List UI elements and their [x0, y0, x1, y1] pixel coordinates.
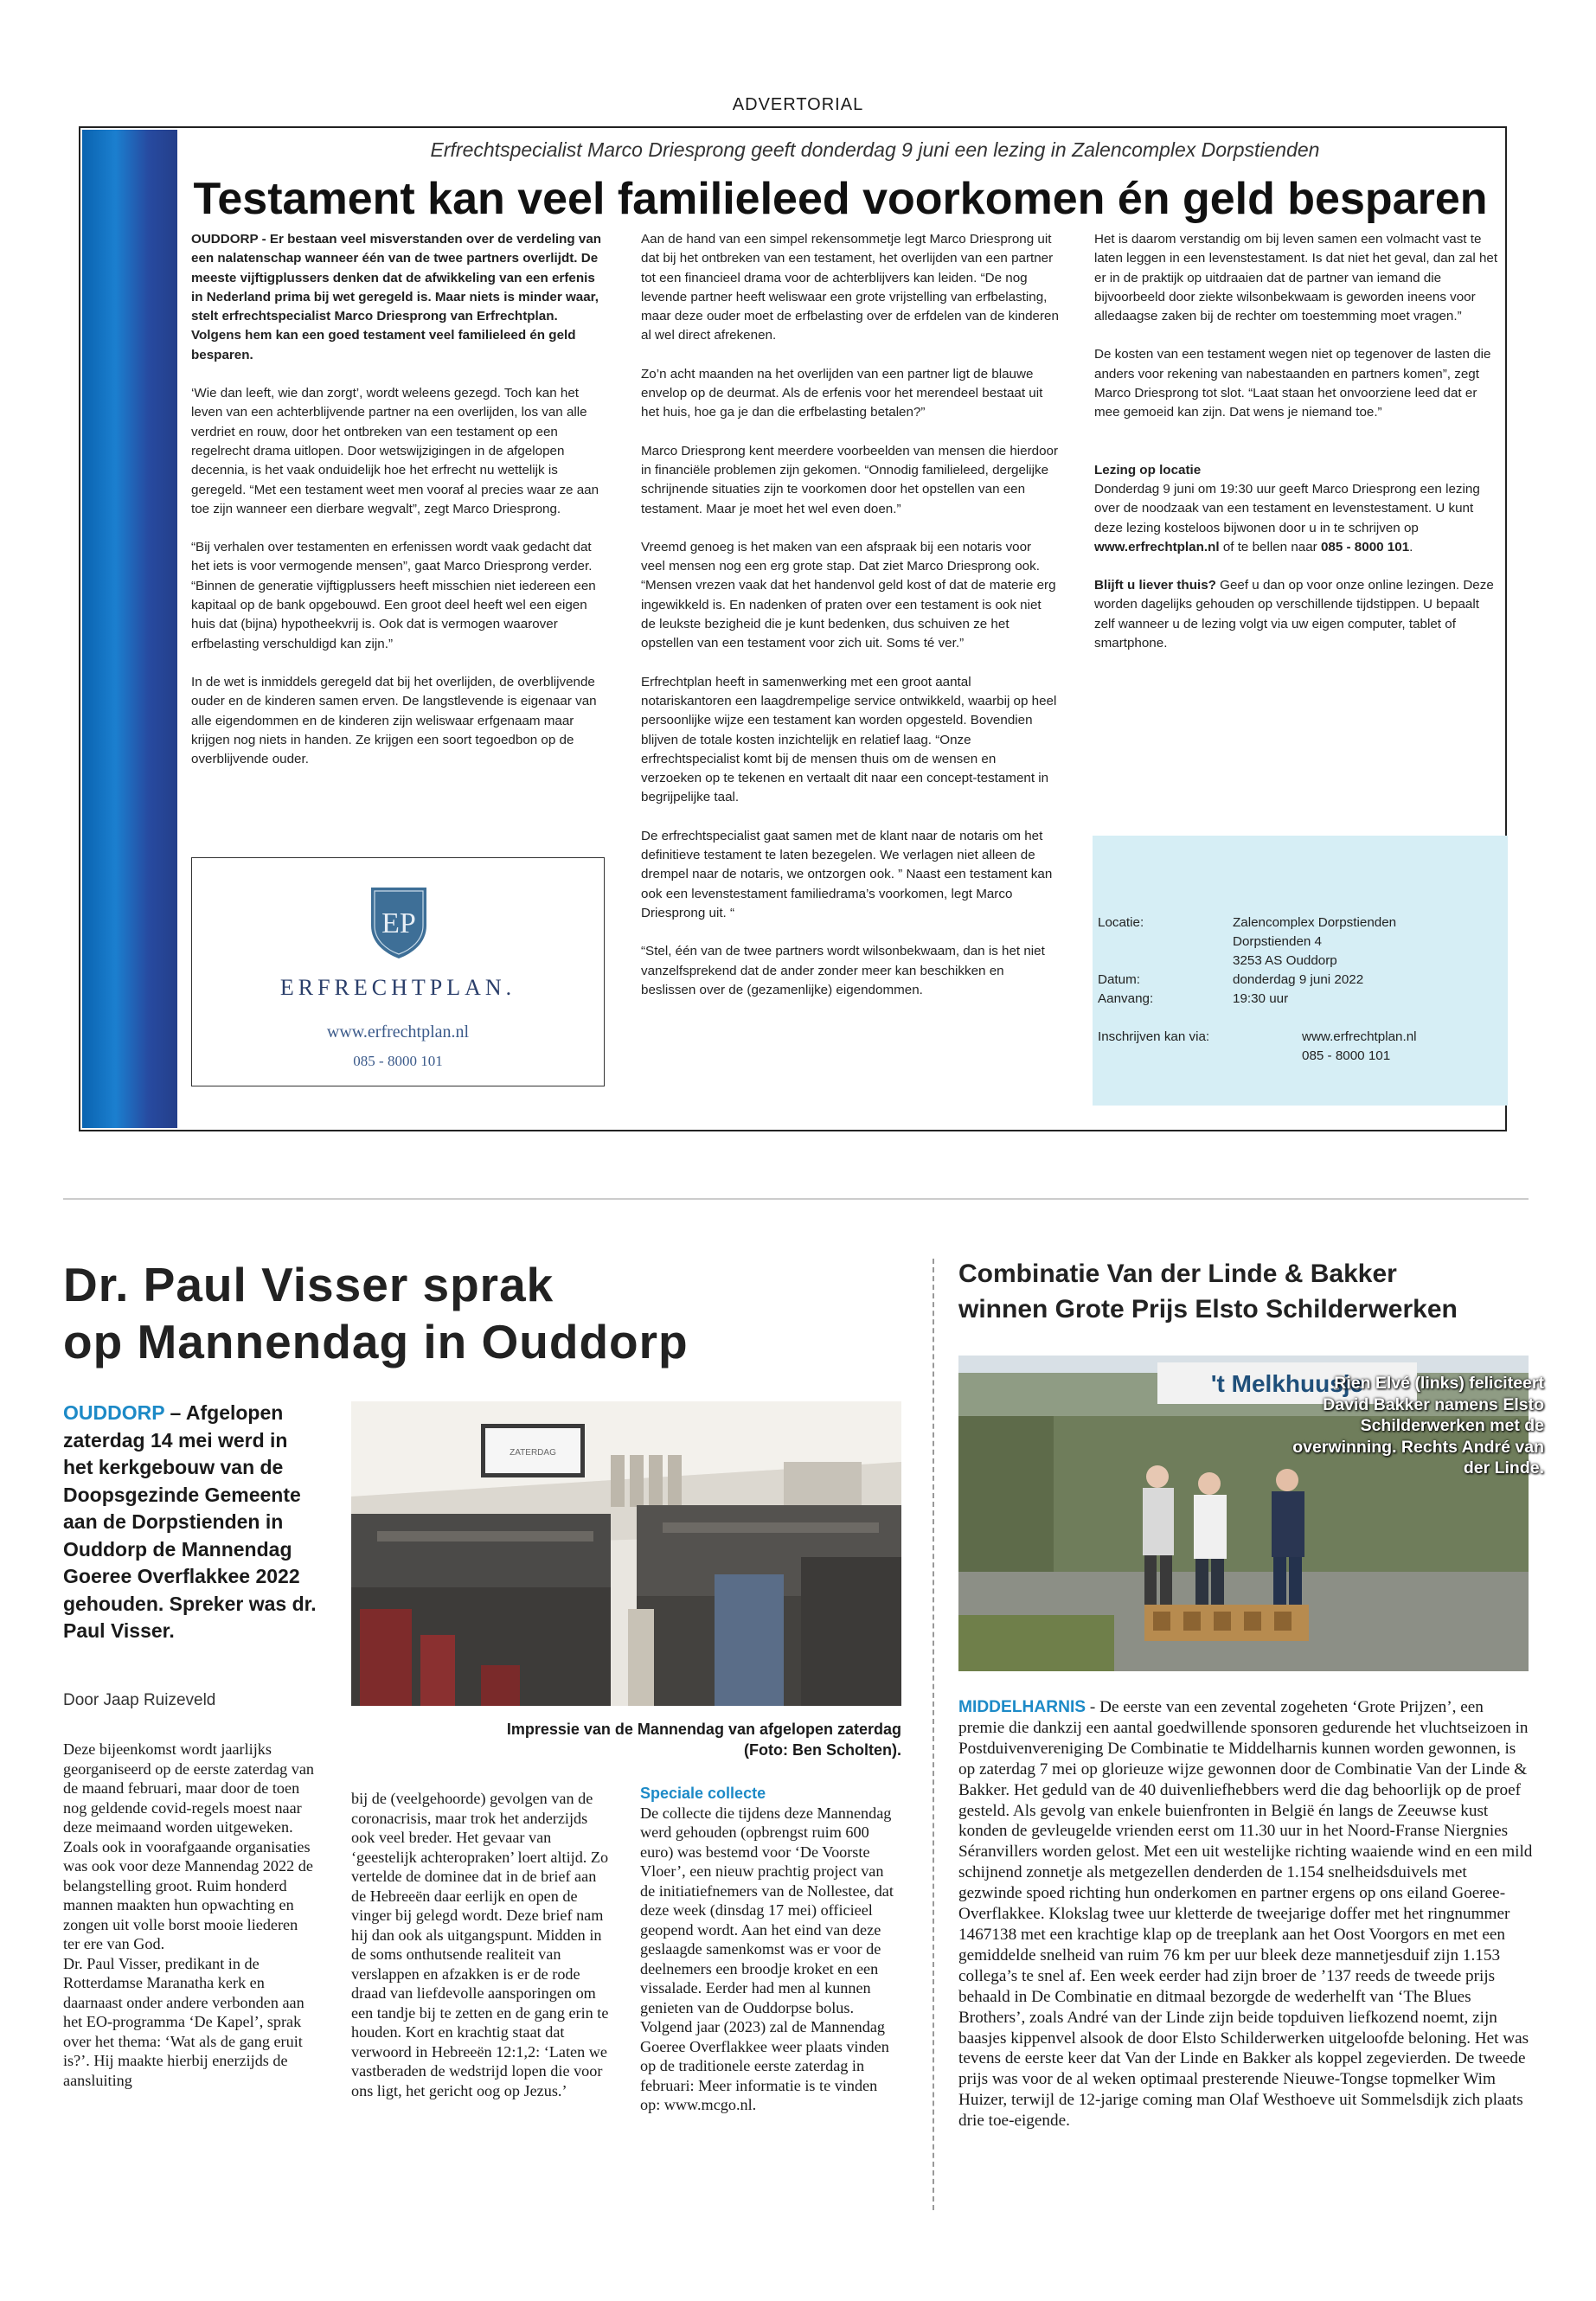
advertorial-title: Testament kan veel familieleed voorkomen én geld besparen [193, 174, 1488, 224]
byline: Door Jaap Ruizeveld [63, 1691, 216, 1709]
paragraph: De erfrechtspecialist gaat samen met de klant naar de notaris om het definitieve testament te laten bezegelen. We verlagen niet alleen de drempel naar de notaris, we ontzorgen ook. ” Naast een testament kan ook een levenstestament familiedrama’s voorkomen, legt Marco Driesprong uit. “ [641, 828, 1053, 920]
sign-text: 't Melkhuusje [1210, 1370, 1364, 1397]
thuis-heading: Blijft u liever thuis? [1094, 578, 1216, 593]
advertorial-column-3 [1094, 230, 1501, 672]
info-label: Datum: [1098, 972, 1140, 987]
headline-line: Combinatie Van der Linde & Bakker [958, 1259, 1397, 1288]
subheading: Speciale collecte [640, 1785, 766, 1802]
headline-line: op Mannendag in Ouddorp [63, 1315, 689, 1368]
info-label: Inschrijven kan via: [1098, 1029, 1210, 1044]
paragraph: ‘Wie dan leeft, wie dan zorgt’, wordt weleens gezegd. Toch kan het leven van een achterblijvende partner na een overlijden, los van alle verdriet en rouw, door het ontbreken van een testament op een regelrecht drama uitlopen. Door wetswijzigingen in de afgelopen decennia, is het vaak onduidelijk hoe het erfrecht nu wettelijk is geregeld. “Met een testament weet men vooraf al precies waar ze aan toe zijn wanneer een dierbare wegvalt”, zegt Marco Driesprong. [191, 386, 599, 516]
logo-phone: 085 - 8000 101 [353, 1053, 443, 1069]
logo-name: ERFRECHTPLAN. [279, 975, 516, 1000]
advertorial-blue-bar [82, 130, 177, 1128]
info-value: 19:30 uur [1233, 991, 1289, 1006]
body-text: - De eerste van een zevental zogeheten ‘Grote Prijzen’, een premie die dankzij een aantal goedwillende sponsoren gedurende het vluchtseizoen in Postduivenvereniging De Combinatie te Middelharnis kunnen worden gewonnen, is op zaterdag 7 mei op glorieuze wijze gewonnen door de Combinatie Van der Linde & Bakker. Het geduld van de 40 duivenliefhebbers werd die dag behoorlijk op de proef gesteld. Als gevolg van enkele buienfronten in België én langs de Zeeuwse kust konden de gevleugelde vrienden eerst om 11.30 uur in het Noord-Franse Niergnies Séranvillers worden gelost. Met een uit westelijke richting waaiende wind en een mild schijnend zonnetje als metgezellen denderden de 1.154 snelheidsduivels met gezwinde spoed richting hun onderkomen en partner ergens op ons eiland Goeree-Overflakkee. Klokslag twee uur kletterde de tweejarige doffer met het ringnummer 1467138 met een krachtige klap op de treeplank aan het Oost Voorgors en met een gemiddelde snelheid van ruim 76 km per uur bleek deze mannetjesduif zijn 1.153 collega’s te snel af. Een week eerder had zijn broer de ’137 reeds de tweede prijs behaald in De Combinatie en ditmaal bezorgde de wederhelft van ‘The Blues Brothers’, zoals André van der Linde zijn beide topduiven liefkozend noemt, zijn baasjes kippenvel alsook de door Elsto Schilderwerken uitgeloofde beloning. Het was tevens de eerste keer dat Van der Linde en Bakker als koppel zegevierden. De tweede prijs was voor de al weken optimaal presterende Nieuwe-Tongse topmelker Wim Huizer, terwijl de 12-jarige coming man Olaf Westhoeve uit Sommelsdijk zich plaats drie toe-eigende. [958, 1698, 1533, 2131]
lezing-text: Donderdag 9 juni om 19:30 uur geeft Marco Driesprong een lezing over de noodzaak van een testament en levenstestament. U kunt deze lezing kosteloos bijwonen door u in te schrijven op [1094, 481, 1480, 535]
info-value: donderdag 9 juni 2022 [1233, 972, 1364, 987]
church-photo [351, 1401, 901, 1706]
lead-text: – Afgelopen zaterdag 14 mei werd in het kerkgebouw van de Doopsgezinde Gemeente aan de Dorpstienden in Ouddorp de Mannendag Goeree Overflakkee 2022 gehouden. Spreker was dr. Paul Visser. [63, 1401, 317, 1642]
article1-column-2: bij de (veelgehoorde) gevolgen van de coronacrisis, maar trok het anderzijds ook veel breder. Het gevaar van ‘geestelijk achteropraken’ loert altijd. Zo vertelde de dominee dat in de brief aan de Hebreeën daar eerlijk en open de vinger bij gelegd wordt. Deze brief nam hij dan ook als uitgangspunt. Midden in de soms onthutsende realiteit van verslappen en afzakken is er de rode draad van liefdevolle aansporingen om een tandje bij te zetten en de gang erin te houden. Kort en krachtig staat dat verwoord in Hebreeën 12:1,2: ‘Laten we vastberaden de wedstrijd lopen die voor ons ligt, het gericht oog op Jezus.’ [351, 1790, 609, 2099]
advertorial-column-1 [191, 230, 606, 788]
article1-headline [63, 1256, 868, 1370]
paragraph: De collecte die tijdens deze Mannendag werd gehouden (opbrengst ruim 600 euro) was bestemd voor ‘De Voorste Vloer’, een nieuw prachtig project van de initiatiefnemers van de Nollestee, dat deze week (dinsdag 17 mei) officieel geopend wordt. Aan het eind van deze geslaagde samenkomst was er voor de deelnemers een broodje kroket en een vissalade. Eerder had men al kunnen genieten van de Ouddorpse bolus. Volgend jaar (2023) zal de Mannendag Goeree Overflakkee weer plaats vinden op de traditionele eerste zaterdag in februari: Meer informatie is te vinden op: www.mcgo.nl. [640, 1804, 894, 2113]
thuis-paragraph [1094, 576, 1501, 653]
info-value: 3253 AS Ouddorp [1233, 953, 1337, 968]
paragraph: Deze bijeenkomst wordt jaarlijks georganiseerd op de eerste zaterdag van de maand februari, maar door de toen nog geldende covid-regels moest naar deze meimaand worden uitgeweken. Zoals ook in voorafgaande organisaties was ook voor deze Mannendag 2022 de belangstelling groot. Ruim honderd mannen maakten hun opwachting en zongen uit volle borst mooie liederen ter ere van God. [63, 1740, 315, 1952]
lezing-text: . [1409, 539, 1413, 554]
paragraph: De kosten van een testament wegen niet op tegenover de lasten die anders voor rekening van nabestaanden en partners komen”, zegt Marco Driesprong tot slot. “Laat staan het onvoorziene leed dat er mee gemoeid kan zijn. Dat wens je niemand toe.” [1094, 347, 1491, 420]
headline-line: winnen Grote Prijs Elsto Schilderwerken [958, 1295, 1458, 1324]
caption-line: Impressie van de Mannendag van afgelopen zaterdag [506, 1721, 901, 1738]
logo-url-link[interactable]: www.erfrechtplan.nl [326, 1022, 470, 1042]
paragraph: Zo’n acht maanden na het overlijden van een partner ligt de blauwe envelop op de deurmat. Als de erfenis voor het merendeel bestaat uit het huis, hoe ga je dan die erfbelasting betalen?” [641, 366, 1043, 420]
advertorial-subheading: Erfrechtspecialist Marco Driesprong geeft donderdag 9 juni een lezing in Zalencomplex Dorpstienden [430, 138, 1320, 161]
section-divider [63, 1198, 1529, 1200]
advertorial-box [79, 126, 1507, 1131]
award-photo-caption: Rien Elvé (links) feliciteert David Bakker namens Elsto Schilderwerken met de overwinning. Rechts André van der Linde. [1292, 1374, 1544, 1477]
paragraph: Marco Driesprong kent meerdere voorbeelden van mensen die hierdoor in financiële problemen zijn gekomen. “Onnodig familieleed, dergelijke schrijnende situaties zijn te voorkomen door het opstellen van een testament. Maar je moet het wel even doen.” [641, 443, 1059, 516]
info-label: Aanvang: [1098, 991, 1154, 1006]
event-info-box [1093, 836, 1508, 1106]
paragraph: In de wet is inmiddels geregeld dat bij het overlijden, de overblijvende ouder en de kinderen samen erven. De langstlevende is eigenaar van alle eigendommen en de kinderen zijn weliswaar erfgenaam maar krijgen nog niets in handen. Ze krijgen een soort tegoedbon op de overblijvende ouder. [191, 674, 597, 767]
info-value: Dorpstienden 4 [1233, 934, 1323, 949]
info-url-link[interactable]: www.erfrechtplan.nl [1302, 1029, 1417, 1044]
lezing-phone: 085 - 8000 101 [1320, 539, 1410, 554]
info-phone: 085 - 8000 101 [1302, 1048, 1391, 1063]
paragraph: Vreemd genoeg is het maken van een afspraak bij een notaris voor veel mensen nog een erg grote stap. Dat ziet Marco Driesprong ook. “Mensen vrezen vaak dat het handenvol geld kost of dat de materie erg ingewikkeld is. En nadenken of praten over een testament is ook niet de leukste bezigheid die je kunt bedenken, dus schuiven ze het opstellen van een testament voor zich uit. Soms té ver.” [641, 539, 1056, 651]
lezing-heading: Lezing op locatie [1094, 462, 1202, 478]
article2-headline [958, 1256, 1538, 1327]
lezing-paragraph [1094, 480, 1501, 557]
screen-text: ZATERDAG [510, 1448, 556, 1458]
photo-caption [351, 1719, 901, 1760]
dateline: OUDDORP [63, 1401, 165, 1424]
headline-line: Dr. Paul Visser sprak [63, 1258, 554, 1311]
paragraph: Aan de hand van een simpel rekensommetje legt Marco Driesprong uit dat bij het ontbreken van een testament, het overlijden van een partner tot een financieel drama voor de achterblijvers kan leiden. “De nog levende partner heeft weliswaar een grote vrijstelling van erfbelasting, maar deze ouder moet de erfbelasting over de erfdelen van de kinderen al wel direct afrekenen. [641, 232, 1059, 343]
advertorial-label: ADVERTORIAL [732, 95, 864, 114]
info-value: Zalencomplex Dorpstienden [1233, 915, 1397, 930]
lezing-url-link[interactable]: www.erfrechtplan.nl [1094, 539, 1220, 554]
caption-line: (Foto: Ben Scholten). [744, 1741, 901, 1759]
erfrechtplan-logo-box [191, 857, 605, 1086]
logo-monogram: EP [381, 907, 416, 939]
paragraph: “Bij verhalen over testamenten en erfenissen wordt vaak gedacht dat het iets is voor vermogende mensen”, gaat Marco Driesprong verder. “Binnen de generatie vijftigplussers heeft misschien niet iedereen een kapitaal op de bank opgebouwd. Een groot deel heeft wel een eigen huis dat (bijna) hypotheekvrij is. Ook dat is vermogen waarover erfbelasting verschuldigd kan zijn.” [191, 540, 596, 651]
advertorial-column-2 [641, 230, 1059, 1019]
article1-column-3 [640, 1784, 900, 2115]
paragraph: Dr. Paul Visser, predikant in de Rotterdamse Maranatha kerk en daarnaast onder andere verbonden aan het EO-programma ‘De Kapel’, sprak over het thema: ‘Wat als de gang eruit is?’. Hij maakte hierbij enerzijds de aansluiting [63, 1954, 304, 2089]
column-divider [933, 1259, 934, 2210]
paragraph: “Stel, één van de twee partners wordt wilsonbekwaam, dan is het niet vanzelfsprekend dat de ander zonder meer kan beschikken en beslissen over de (gezamenlijke) eigendommen. [641, 944, 1045, 997]
paragraph: Het is daarom verstandig om bij leven samen een volmacht vast te laten leggen in een levenstestament. Is dat niet het geval, dan zal het er in de praktijk op uitdraaien dat de partner van iemand die bijvoorbeeld door ziekte wilsonbekwaam is geworden ineens voor alledaagse zaken bij de rechter om toestemming moet vragen.” [1094, 232, 1498, 324]
article1-column-1 [63, 1740, 314, 2090]
article2-body [958, 1697, 1533, 2131]
thuis-text: Geef u dan op voor onze online lezingen. Deze worden dagelijks gehouden op verschillende tijdstippen. U bepaalt zelf wanneer u de lezing volgt via uw eigen computer, tablet of smartphone. [1094, 578, 1494, 651]
paragraph: Erfrechtplan heeft in samenwerking met een groot aantal notariskantoren een laagdrempelige service ontwikkeld, waarbij op heel persoonlijke wijze een testament kan worden opgesteld. Bovendien blijven de totale kosten inzichtelijk en relatief laag. “Onze erfrechtspecialist komt bij de mensen thuis om de wensen en verzoeken op te tekenen en vertaalt dit naar een concept-testament in begrijpelijke taal. [641, 674, 1057, 805]
lezing-text: of te bellen naar [1219, 539, 1321, 554]
advertorial-lead: OUDDORP - Er bestaan veel misverstanden over de verdeling van een nalatenschap wanneer één van de twee partners overlijdt. De meeste vijftigplussers denken dat de afwikkeling van een erfenis in Nederland prima bij wet geregeld is. Maar niets is minder waar, stelt erfrechtspecialist Marco Driesprong van Erfrechtplan. Volgens hem kan een goed testament veel familieleed én geld besparen. [191, 232, 602, 362]
article1-lead [63, 1400, 323, 1645]
info-label: Locatie: [1098, 915, 1144, 930]
dateline: MIDDELHARNIS [958, 1698, 1086, 1716]
shield-logo-icon [366, 884, 432, 960]
